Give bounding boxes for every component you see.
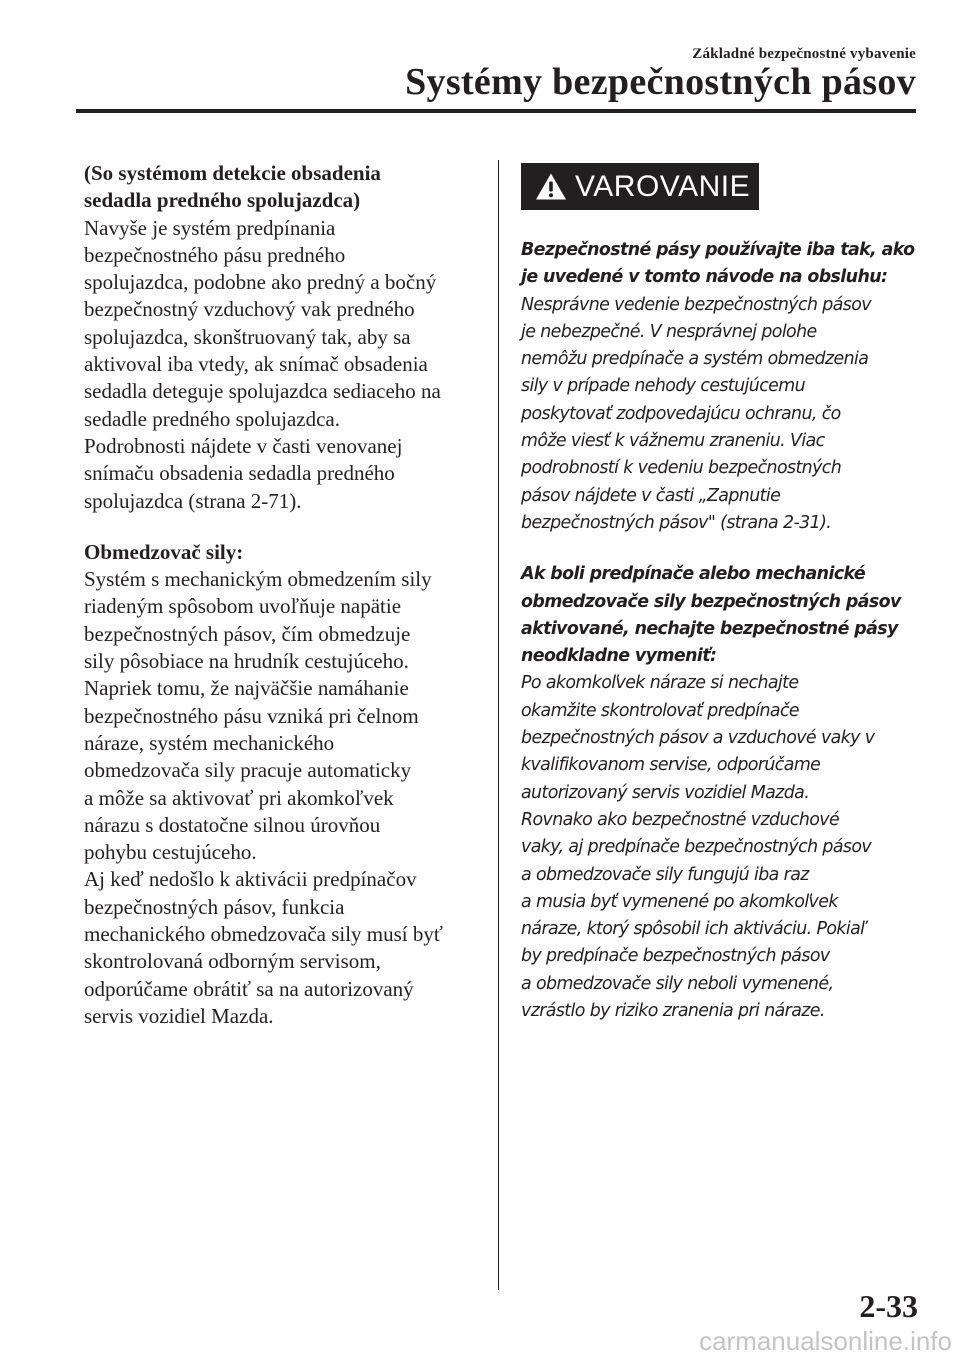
text-line: snímaču obsadenia sedadla predného [84,461,395,486]
text-line: mechanického obmedzovača sily musí byť [84,922,443,947]
text-line: servis vozidiel Mazda. [84,1003,274,1028]
text-line: Nesprávne vedenie bezpečnostných pásov [521,294,871,315]
text-line: odporúčame obrátiť sa na autorizovaný [84,976,414,1001]
text-line: obmedzovača sily pracuje automaticky [84,758,412,783]
warning-content [521,237,917,1025]
text-line: spolujazdca, podobne ako predný a bočný [84,270,437,295]
text-line: Navyše je systém predpínania [84,215,336,240]
warning-heading [521,237,917,292]
watermark: carmanualsonline.info [699,1326,952,1356]
text-line: bezpečnostných pásov, čím obmedzuje [84,621,411,646]
text-line: Napriek tomu, že najväčšie namáhanie [84,676,409,701]
text-line: Podrobnosti nájdete v časti venovanej [84,433,403,458]
text-line: pohybu cestujúceho. [84,840,257,865]
text-line: nemôžu predpínače a systém obmedzenia [521,349,869,370]
text-line: Systém s mechanickým obmedzením sily [84,567,432,592]
chapter-subtitle: Základné bezpečnostné vybavenie [692,46,916,62]
text-line: sedadle predného spolujazdca. [84,406,340,431]
section-heading-line: (So systémom detekcie obsadenia [84,161,381,185]
section-heading-line: sedadla predného spolujazdca) [84,188,361,213]
page-number: 2-33 [859,1288,918,1324]
text-line: neodkladne vymeniť: [521,646,717,667]
text-line: sily pôsobiace na hrudník cestujúceho. [84,649,409,674]
text-line: aktivoval iba vtedy, ak snímač obsadenia [84,352,428,377]
warning-triangle-icon [535,172,567,201]
warning-badge [521,163,759,210]
text-line: aktivované, nechajte bezpečnostné pásy [521,618,898,639]
text-line: poskytovať zodpovedajúcu ochranu, čo [521,403,841,424]
header-rule [76,109,916,113]
section-heading: Obmedzovač sily: [84,539,244,564]
text-line: náraze, systém mechanického [84,730,335,755]
section-body [84,566,484,1030]
text-line: skontrolovaná odborným servisom, [84,949,381,974]
text-line: Bezpečnostné pásy používajte iba tak, ako [521,240,915,260]
text-line: bezpečnostného pásu vzniká pri čelnom [84,703,419,728]
column-divider [498,160,499,1290]
text-line: Rovnako ako bezpečnostné vzduchové [521,809,840,830]
text-line: nárazu s dostatočne silnou úrovňou [84,812,381,837]
text-line: spolujazdca (strana 2-71). [84,488,302,513]
page-title: Systémy bezpečnostných pásov [405,61,916,103]
text-line: bezpečnostných pásov" (strana 2-31). [521,512,832,533]
text-line: Ak boli predpínače alebo mechanické [521,564,866,585]
text-line: podrobností k vedeniu bezpečnostných [521,458,842,479]
text-line: riadeným spôsobom uvoľňuje napätie [84,594,402,619]
text-line: Aj keď nedošlo k aktivácii predpínačov [84,867,417,892]
section-body [84,215,484,515]
text-line: bezpečnostných pásov, funkcia [84,894,345,919]
warning-body [521,670,917,1025]
text-line: bezpečnostných pásov a vzduchové vaky v [521,728,875,749]
text-line: kvalifikovanom servise, odporúčame [521,755,821,776]
text-line: je uvedené v tomto návode na obsluhu: [521,267,888,288]
text-line: autorizovaný servis vozidiel Mazda. [521,782,810,803]
text-line: a obmedzovače sily neboli vymenené, [521,973,834,994]
text-line: vaky, aj predpínače bezpečnostných pásov [521,837,872,858]
text-line: je nebezpečné. V nesprávnej polohe [521,321,817,342]
text-line: obmedzovače sily bezpečnostných pásov [521,591,901,612]
text-line: Po akomkoľvek náraze si nechajte [521,673,799,694]
text-line: pásov nájdete v časti „Zapnutie [521,485,781,506]
text-line: a môže sa aktivovať pri akomkoľvek [84,785,394,810]
left-column [84,160,484,1030]
text-line: bezpečnostného pásu predného [84,242,346,267]
text-line: môže viesť k vážnemu zraneniu. Viac [521,431,825,452]
text-line: spolujazdca, skonštruovaný tak, aby sa [84,324,411,349]
warning-label: VAROVANIE [575,169,751,203]
text-line: bezpečnostný vzduchový vak predného [84,297,415,322]
text-line: a musia byť vymenené po akomkoľvek [521,891,838,912]
text-line: by predpínače bezpečnostných pásov [521,946,830,967]
warning-body [521,292,917,538]
warning-heading [521,561,917,670]
text-line: sily v prípade nehody cestujúcemu [521,376,806,397]
text-line: vzrástlo by riziko zranenia pri náraze. [521,1001,825,1022]
text-line: okamžite skontrolovať predpínače [521,700,800,721]
text-line: a obmedzovače sily fungujú iba raz [521,864,809,885]
text-line: náraze, ktorý spôsobil ich aktiváciu. Pokiaľ [521,919,865,940]
text-line: sedadla deteguje spolujazdca sediaceho na [84,379,441,404]
